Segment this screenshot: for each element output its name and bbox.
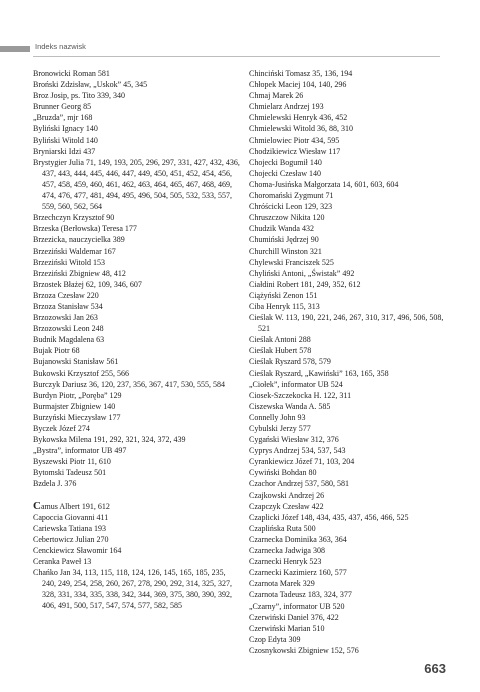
index-entry: Brystygier Julia 71, 149, 193, 205, 296, 297, 331, 427, 432, 436, 437, 443, 444, 445, 446, 447, 449, 450, 451, 452, 454, 456, 457, 458, 459, 460, 461, 462, 463, 464, 465, 467, 468, 469, 474, 476, 477, 481, 494, 495, 496, 504, 505, 532, 533, 557, 559, 560, 562, 564: [33, 157, 240, 212]
index-entry: Czaplicki Józef 148, 434, 435, 437, 456, 466, 525: [249, 512, 409, 522]
index-entry: Byliński Witold 140: [33, 135, 98, 145]
index-entry: Czarnota Marek 329: [249, 579, 315, 589]
index-entry: „Bruzda”, mjr 168: [33, 113, 93, 123]
index-entry: Bytomski Tadeusz 501: [33, 468, 107, 478]
index-entry: Czajkowski Andrzej 26: [249, 490, 325, 500]
index-entry: Chylewski Franciszek 525: [249, 257, 334, 267]
index-entry: Brzozowski Leon 248: [33, 324, 104, 334]
index-entry: Churchill Winston 321: [249, 246, 322, 256]
index-entry: Ciążyński Zenon 151: [249, 290, 318, 300]
index-entry: Bronowicki Roman 581: [33, 69, 110, 78]
index-entry: Chróścicki Leon 129, 323: [249, 202, 333, 212]
section-gap: [33, 490, 241, 501]
index-entry: Chmielewski Henryk 436, 452: [249, 113, 348, 123]
index-entry: Bujanowski Stanisław 561: [33, 357, 119, 367]
index-entry: Czarnecka Jadwiga 308: [249, 546, 325, 556]
index-entry: Chmaj Marek 26: [249, 91, 304, 101]
index-column-right: [249, 68, 449, 656]
index-entry: Chodzikiewicz Wiesław 117: [249, 146, 341, 156]
index-entry: Czarnota Tadeusz 183, 324, 377: [249, 590, 352, 600]
index-entry: Brunner Georg 85: [33, 102, 92, 112]
index-entry: Broz Josip, ps. Tito 339, 340: [33, 91, 126, 101]
index-entry: Budnik Magdalena 63: [33, 335, 105, 345]
index-entry: Brzeziński Waldemar 167: [33, 246, 116, 256]
index-entry: Czarnecka Dominika 363, 364: [249, 534, 347, 544]
index-entry: „Ciołek”, informator UB 524: [249, 379, 343, 389]
left-entries: [33, 68, 241, 490]
first-entry-rest: amus Albert 191, 612: [40, 501, 110, 511]
index-entry: Cieślak Ryszard 578, 579: [249, 357, 331, 367]
index-entry: Burdyn Piotr, „Poręba” 129: [33, 390, 122, 400]
index-entry: Brzeziński Zbigniew 48, 412: [33, 268, 126, 278]
index-entry: Byczek Józef 274: [33, 424, 90, 433]
index-entry: Choma-Jusińska Małgorzata 14, 601, 603, 604: [249, 179, 399, 189]
index-entry: Czarnecki Henryk 523: [249, 557, 322, 567]
index-column-left: [33, 68, 241, 612]
index-entry: Czerwiński Marian 510: [249, 623, 325, 633]
index-entry: Chyliński Antoni, „Świstak” 492: [249, 268, 355, 278]
index-entry: Chmielarz Andrzej 193: [249, 102, 324, 112]
index-entry: Chłopek Maciej 104, 140, 296: [249, 80, 347, 90]
index-entry: Brzechczyn Krzysztof 90: [33, 213, 115, 223]
index-entry: Burzyński Mieczysław 177: [33, 412, 121, 422]
index-entry: Ciba Henryk 115, 313: [249, 301, 320, 311]
index-entry: Brzeska (Berłowska) Teresa 177: [33, 224, 137, 234]
index-entry: Czapczyk Czesław 422: [249, 501, 324, 511]
index-entry: Ciosek-Szczekocka H. 122, 311: [249, 390, 352, 400]
index-entry: Czerwiński Daniel 376, 422: [249, 612, 339, 622]
page-number: 663: [424, 661, 446, 676]
index-entry: Chojecki Czesław 140: [249, 168, 321, 178]
index-entry: Czachor Andrzej 537, 580, 581: [249, 479, 349, 489]
index-entry: Cieślak Hubert 578: [249, 346, 312, 356]
index-entry: „Czarny”, informator UB 520: [249, 601, 345, 611]
index-entry: Bryniarski Idzi 437: [33, 146, 96, 156]
index-entry: Brzezicka, nauczycielka 389: [33, 235, 125, 245]
index-entry: Chojecki Bogumił 140: [249, 157, 322, 167]
index-entry: Byszewski Piotr 11, 610: [33, 457, 111, 467]
index-entry: Cywiński Bohdan 80: [249, 468, 317, 478]
index-entry: Chruszczow Nikita 120: [249, 213, 325, 223]
index-entry: Cebertowicz Julian 270: [33, 534, 109, 544]
index-entry: Chmielewski Witold 36, 88, 310: [249, 124, 353, 134]
index-entry: Brzozowski Jan 263: [33, 313, 98, 323]
index-entry: Cieślak Antoni 288: [249, 335, 311, 345]
index-entry: „Bystra”, informator UB 497: [33, 446, 127, 456]
index-entry: Bykowska Milena 191, 292, 321, 324, 372, 439: [33, 435, 186, 445]
index-entry: Byliński Ignacy 140: [33, 124, 98, 134]
index-entry: Chinciński Tomasz 35, 136, 194: [249, 69, 353, 78]
index-entry: Cieślak W. 113, 190, 221, 246, 267, 310, 317, 496, 506, 508, 521: [249, 313, 444, 334]
index-entry: Brzoza Czesław 220: [33, 290, 99, 300]
index-entry: Chańko Jan 34, 113, 115, 118, 124, 126, 145, 165, 185, 235, 240, 249, 254, 258, 260, 267, 278, 290, 292, 314, 325, 327, 328, 331, 334, 335, 338, 342, 344, 369, 375, 380, 390, 392, 406, 491, 500, 517, 547, 574, 577, 582, 585: [33, 568, 232, 611]
index-entry: Burmajster Zbigniew 140: [33, 401, 116, 411]
index-entry: Cyprys Andrzej 534, 537, 543: [249, 446, 346, 456]
index-entry: Czaplińska Ruta 500: [249, 523, 316, 533]
index-entry: Ciałdini Robert 181, 249, 352, 612: [249, 279, 361, 289]
index-entry: Cariewska Tatiana 193: [33, 523, 107, 533]
index-entry: Capoccia Giovanni 411: [33, 512, 109, 522]
section-c-entries: [33, 512, 241, 612]
index-entry: Czarnecki Kazimierz 160, 577: [249, 568, 347, 578]
index-entry: Chudzik Wanda 432: [249, 224, 314, 234]
index-entry: Brzostek Błażej 62, 109, 346, 607: [33, 279, 142, 289]
index-entry: Cieślak Ryszard, „Kawiński” 163, 165, 358: [249, 368, 389, 378]
index-entry: Ceranka Paweł 13: [33, 557, 92, 567]
index-entry: Cyrankiewicz Józef 71, 103, 204: [249, 457, 355, 467]
running-header: Indeks nazwisk: [35, 42, 86, 51]
header-marker-bar: [0, 46, 30, 52]
section-letter: C: [33, 499, 41, 512]
index-entry: Czop Edyta 309: [249, 634, 301, 644]
index-entry: Brzoza Stanisław 534: [33, 301, 103, 311]
index-entry: Choromański Zygmunt 71: [249, 191, 334, 201]
index-entry: Burczyk Dariusz 36, 120, 237, 356, 367, 417, 530, 555, 584: [33, 379, 225, 389]
index-entry: Bujak Piotr 68: [33, 346, 80, 356]
index-entry: Czosnykowski Zbigniew 152, 576: [249, 645, 359, 655]
index-entry: Bukowski Krzysztof 255, 566: [33, 368, 129, 378]
index-entry: Bzdela J. 376: [33, 479, 77, 489]
index-entry: Brzeziński Witold 153: [33, 257, 105, 267]
index-entry: Broński Zdzisław, „Uskok” 45, 345: [33, 80, 148, 90]
index-entry: Cybulski Jerzy 577: [249, 424, 311, 433]
index-entry: Chmielowiec Piotr 434, 595: [249, 135, 340, 145]
right-entries: [249, 68, 449, 656]
header-rule: [33, 56, 440, 57]
index-entry: Cenckiewicz Sławomir 164: [33, 545, 122, 555]
index-entry: Chumiński Jędrzej 90: [249, 235, 319, 245]
section-c-first-entry: [33, 501, 241, 512]
index-entry: Cygański Wiesław 312, 376: [249, 435, 339, 445]
index-entry: Connelly John 93: [249, 412, 306, 422]
index-entry: Ciszewska Wanda A. 585: [249, 401, 331, 411]
